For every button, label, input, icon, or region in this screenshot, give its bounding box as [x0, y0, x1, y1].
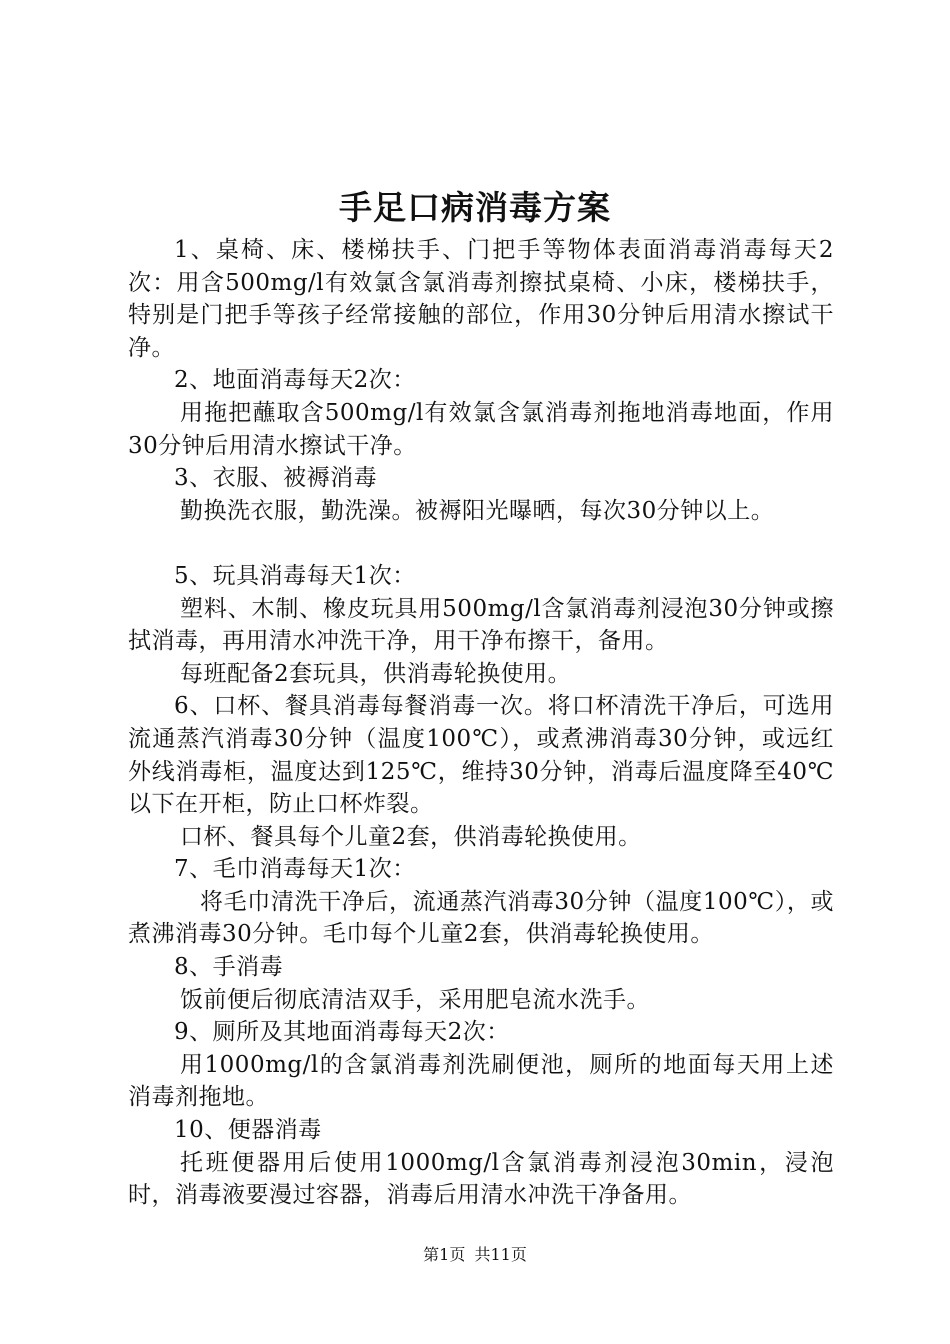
paragraph-5-body: 塑料、木制、橡皮玩具用500mg/l含氯消毒剂浸泡30分钟或擦拭消毒，再用清水冲洗干净，用干净布擦干，备用。 [128, 595, 834, 655]
paragraph-2-heading: 2、地面消毒每天2次： [174, 367, 416, 394]
paragraph-5-heading: 5、玩具消毒每天1次： [174, 562, 416, 589]
paragraph-3-heading: 3、衣服、被褥消毒 [174, 465, 378, 492]
paragraph-3-body: 勤换洗衣服，勤洗澡。被褥阳光曝晒，每次30分钟以上。 [180, 497, 775, 524]
paragraph-9-heading: 9、厕所及其地面消毒每天2次： [174, 1019, 510, 1046]
page-number: 第1页 [423, 1245, 466, 1264]
paragraph-6: 6、口杯、餐具消毒每餐消毒一次。将口杯清洗干净后，可选用流通蒸汽消毒30分钟（温度100℃），或煮沸消毒30分钟，或远红外线消毒柜，温度达到125℃，维持30分钟，消毒后温度降至40℃以下在开柜，防止口杯炸裂。 [128, 693, 834, 818]
page-footer [0, 1243, 950, 1267]
paragraph-7-body: 将毛巾清洗干净后，流通蒸汽消毒30分钟（温度100℃），或煮沸消毒30分钟。毛巾每个儿童2套，供消毒轮换使用。 [128, 888, 834, 948]
page-total: 共11页 [474, 1245, 527, 1264]
paragraph-8-body: 饭前便后彻底清洁双手，采用肥皂流水洗手。 [180, 986, 650, 1013]
paragraph-10-body: 托班便器用后使用1000mg/l含氯消毒剂浸泡30min，浸泡时，消毒液要漫过容器，消毒后用清水冲洗干净备用。 [128, 1149, 834, 1209]
document-body [128, 234, 834, 1212]
paragraph-10-heading: 10、便器消毒 [174, 1117, 322, 1144]
paragraph-5-note: 每班配备2套玩具，供消毒轮换使用。 [180, 660, 572, 687]
paragraph-9-body: 用1000mg/l的含氯消毒剂洗刷便池，厕所的地面每天用上述消毒剂拖地。 [128, 1051, 834, 1111]
page-title: 手足口病消毒方案 [339, 188, 611, 227]
paragraph-1: 1、桌椅、床、楼梯扶手、门把手等物体表面消毒消毒每天2次：用含500mg/l有效氯含氯消毒剂擦拭桌椅、小床，楼梯扶手，特别是门把手等孩子经常接触的部位，作用30分钟后用清水擦试干净。 [128, 237, 834, 361]
paragraph-7-heading: 7、毛巾消毒每天1次： [174, 856, 416, 883]
blank-line [128, 527, 834, 560]
paragraph-2-body: 用拖把蘸取含500mg/l有效氯含氯消毒剂拖地消毒地面，作用30分钟后用清水擦试干净。 [128, 399, 834, 459]
paragraph-8-heading: 8、手消毒 [174, 954, 284, 981]
paragraph-6-note: 口杯、餐具每个儿童2套，供消毒轮换使用。 [180, 823, 642, 850]
